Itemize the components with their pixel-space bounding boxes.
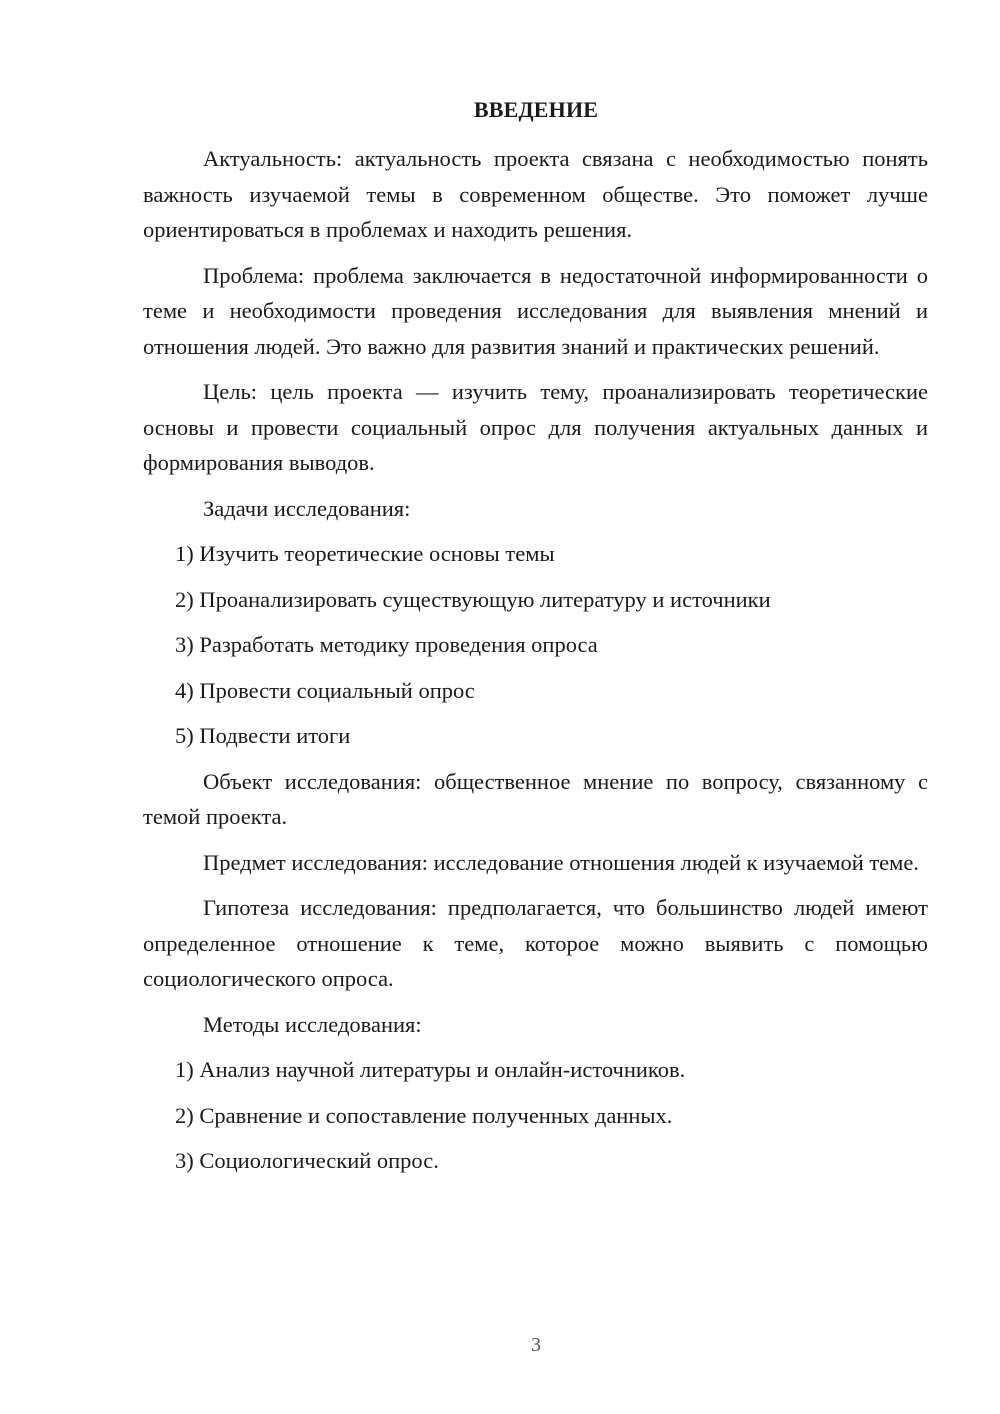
methods-list xyxy=(143,1052,928,1179)
task-item: 5) Подвести итоги xyxy=(175,723,351,748)
method-item: 2) Сравнение и сопоставление полученных данных. xyxy=(175,1102,673,1128)
page-title: ВВЕДЕНИЕ xyxy=(473,97,599,122)
tasks-title: Задачи исследования: xyxy=(203,495,411,521)
method-item: 1) Анализ научной литературы и онлайн-источников. xyxy=(175,1057,686,1082)
method-item: 3) Социологический опрос. xyxy=(175,1148,439,1173)
page-number: 3 xyxy=(531,1334,541,1356)
task-item: 3) Разработать методику проведения опроса xyxy=(175,632,598,657)
methods-title: Методы исследования: xyxy=(203,1011,422,1037)
task-item: 1) Изучить теоретические основы темы xyxy=(175,541,555,566)
hypothesis-paragraph: Гипотеза исследования: предполагается, что большинство людей имеют определенное отношение к теме, которое можно выявить с помощью социологического опроса. xyxy=(143,895,928,991)
document-body xyxy=(143,141,928,1189)
task-item: 2) Проанализировать существующую литературу и источники xyxy=(175,586,771,612)
object-paragraph: Объект исследования: общественное мнение по вопросу, связанному с темой проекта. xyxy=(143,768,928,829)
subject-paragraph: Предмет исследования: исследование отношения людей к изучаемой теме. xyxy=(203,849,920,875)
task-item: 4) Провести социальный опрос xyxy=(175,677,475,703)
tasks-list xyxy=(143,536,928,754)
goal-paragraph: Цель: цель проекта — изучить тему, проанализировать теоретические основы и провести социальный опрос для получения актуальных данных и формирования выводов. xyxy=(143,379,928,475)
relevance-paragraph: Актуальность: актуальность проекта связана с необходимостью понять важность изучаемой темы в современном обществе. Это поможет лучше ориентироваться в проблемах и находить решения. xyxy=(143,146,928,242)
problem-paragraph: Проблема: проблема заключается в недостаточной информированности о теме и необходимости проведения исследования для выявления мнений и отношения людей. Это важно для развития знаний и практических решений. xyxy=(143,262,928,359)
